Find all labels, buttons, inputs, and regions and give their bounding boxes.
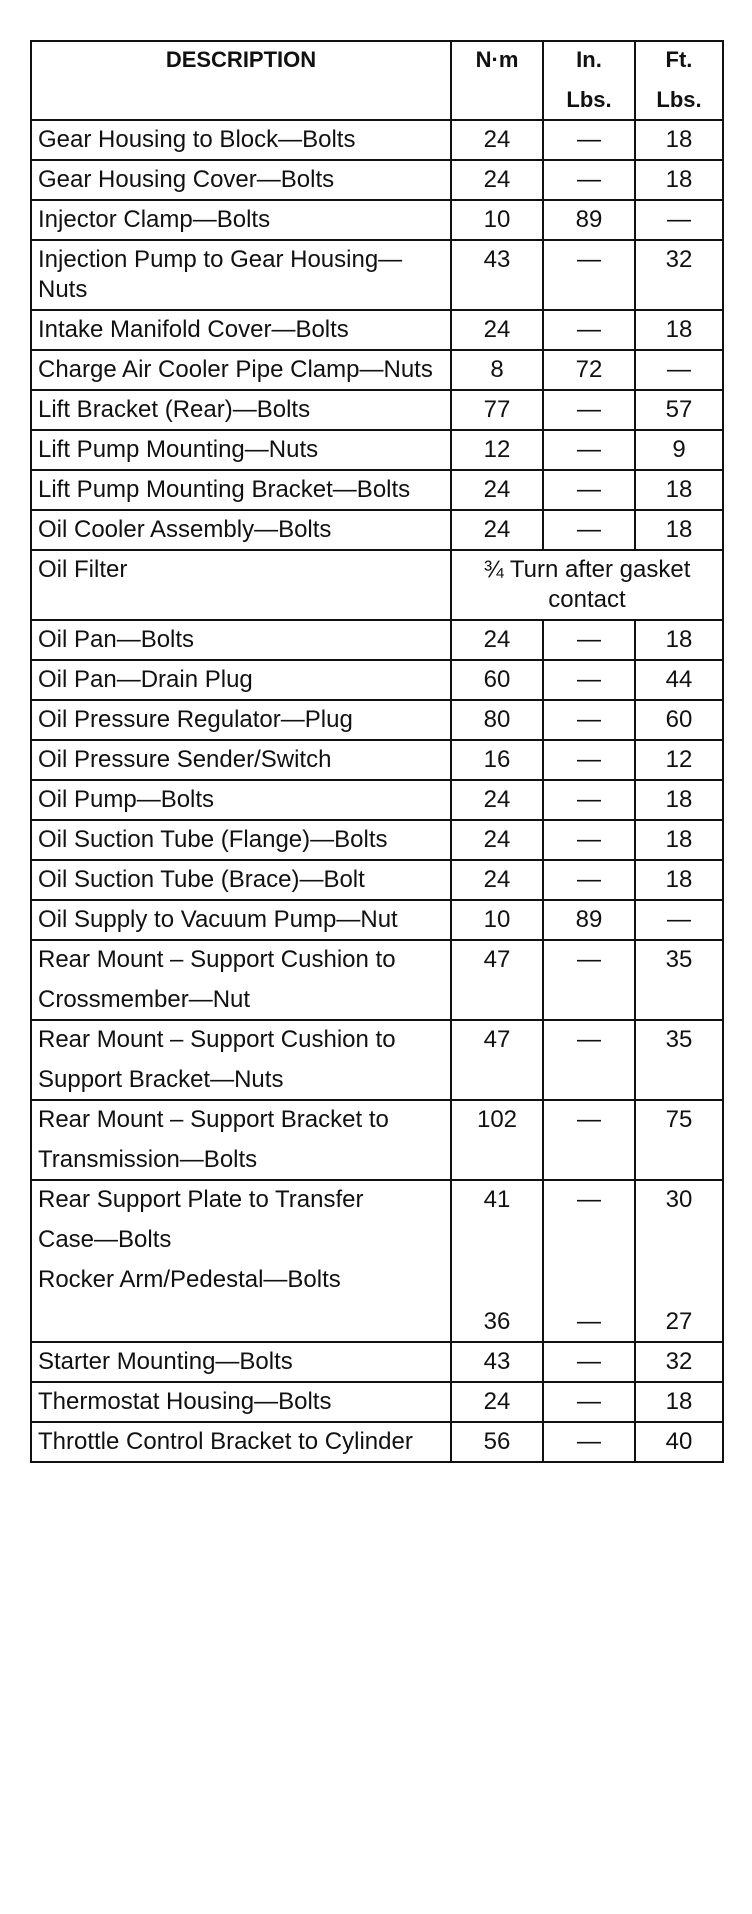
row-nm: 77 — [451, 390, 543, 430]
table-row — [31, 1382, 723, 1422]
row-description: Oil Suction Tube (Flange)—Bolts — [31, 820, 451, 860]
row-nm: 12 — [451, 430, 543, 470]
row-nm: 24 — [451, 510, 543, 550]
row-in-lbs: — — [543, 660, 635, 700]
row-nm: 24 — [451, 160, 543, 200]
row-in-lbs: — — [543, 780, 635, 820]
table-row — [31, 120, 723, 160]
row-description: Rear Mount – Support Bracket to Transmission—Bolts — [31, 1100, 451, 1180]
row-in-lbs: — — [543, 1422, 635, 1462]
row-description: Thermostat Housing—Bolts — [31, 1382, 451, 1422]
row-description: Oil Pressure Sender/Switch — [31, 740, 451, 780]
row-description: Charge Air Cooler Pipe Clamp—Nuts — [31, 350, 451, 390]
table-row — [31, 620, 723, 660]
row-ft-lbs: — — [635, 900, 723, 940]
row-nm: 102 — [451, 1100, 543, 1180]
row-nm: 16 — [451, 740, 543, 780]
rocker-arm-description: Rocker Arm/Pedestal—Bolts — [38, 1266, 341, 1293]
row-ft-lbs: 35 — [635, 1020, 723, 1100]
row-in-lbs: — — [543, 1342, 635, 1382]
row-spec-span: ¾ Turn after gasket contact — [451, 550, 723, 620]
table-row-rear-mount-transmission — [31, 1100, 723, 1180]
row-ft-lbs: 44 — [635, 660, 723, 700]
header-in-lbs: In. Lbs. — [543, 41, 635, 120]
row-ft-lbs: 18 — [635, 310, 723, 350]
row-description: Lift Bracket (Rear)—Bolts — [31, 390, 451, 430]
row-nm: 41 36 — [451, 1180, 543, 1342]
row-in-lbs: — — [543, 510, 635, 550]
torque-specification-table — [30, 40, 724, 1463]
row-description: Oil Pan—Drain Plug — [31, 660, 451, 700]
row-nm: 56 — [451, 1422, 543, 1462]
row-description: Oil Pan—Bolts — [31, 620, 451, 660]
table-row — [31, 390, 723, 430]
rocker-arm-ft-lbs: 27 — [665, 1308, 693, 1335]
row-ft-lbs: 9 — [635, 430, 723, 470]
row-ft-lbs: 35 — [635, 940, 723, 1020]
table-row — [31, 1422, 723, 1462]
row-description: Throttle Control Bracket to Cylinder — [31, 1422, 451, 1462]
row-description: Lift Pump Mounting—Nuts — [31, 430, 451, 470]
table-row — [31, 900, 723, 940]
row-in-lbs: 89 — [543, 900, 635, 940]
table-row — [31, 240, 723, 310]
table-row — [31, 660, 723, 700]
row-in-lbs: — — [543, 470, 635, 510]
row-nm: 24 — [451, 860, 543, 900]
table-row-rear-mount-support-bracket — [31, 1020, 723, 1100]
row-description: Rear Mount – Support Cushion to Support Bracket—Nuts — [31, 1020, 451, 1100]
row-in-lbs: — — [543, 240, 635, 310]
table-row — [31, 470, 723, 510]
header-description: DESCRIPTION — [31, 41, 451, 120]
row-description: Injection Pump to Gear Housing—Nuts — [31, 240, 451, 310]
table-row — [31, 860, 723, 900]
row-in-lbs: — — [543, 1382, 635, 1422]
row-ft-lbs: 57 — [635, 390, 723, 430]
row-in-lbs: 72 — [543, 350, 635, 390]
row-in-lbs: — — [543, 430, 635, 470]
row-description: Gear Housing to Block—Bolts — [31, 120, 451, 160]
table-row-rear-mount-crossmember — [31, 940, 723, 1020]
table-row — [31, 510, 723, 550]
row-nm: 43 — [451, 240, 543, 310]
row-ft-lbs: 40 — [635, 1422, 723, 1462]
row-nm: 80 — [451, 700, 543, 740]
rocker-arm-nm: 36 — [483, 1308, 511, 1335]
header-nm: N·m — [451, 41, 543, 120]
row-nm: 47 — [451, 940, 543, 1020]
row-nm: 24 — [451, 310, 543, 350]
table-row — [31, 700, 723, 740]
table-row — [31, 430, 723, 470]
row-in-lbs: — — [543, 160, 635, 200]
table-row-oil-filter — [31, 550, 723, 620]
row-description: Oil Suction Tube (Brace)—Bolt — [31, 860, 451, 900]
row-ft-lbs: 18 — [635, 780, 723, 820]
row-description: Injector Clamp—Bolts — [31, 200, 451, 240]
row-ft-lbs: 18 — [635, 620, 723, 660]
row-nm: 43 — [451, 1342, 543, 1382]
row-ft-lbs: 18 — [635, 470, 723, 510]
table-row — [31, 740, 723, 780]
row-nm: 24 — [451, 820, 543, 860]
row-in-lbs: — — [543, 620, 635, 660]
row-in-lbs: — — [543, 820, 635, 860]
row-nm: 24 — [451, 620, 543, 660]
rocker-arm-in-lbs: — — [577, 1308, 601, 1335]
table-header-row — [31, 41, 723, 120]
row-nm: 47 — [451, 1020, 543, 1100]
table-row — [31, 160, 723, 200]
table-row-rear-support-plate — [31, 1180, 723, 1342]
row-ft-lbs: — — [635, 200, 723, 240]
row-in-lbs: — — [543, 860, 635, 900]
row-ft-lbs: 32 — [635, 240, 723, 310]
row-description: Oil Pump—Bolts — [31, 780, 451, 820]
row-description: Rear Support Plate to Transfer Case—Bolts Rocker Arm/Pedestal—Bolts — [31, 1180, 451, 1342]
row-description: Oil Filter — [31, 550, 451, 620]
row-ft-lbs: 75 — [635, 1100, 723, 1180]
row-ft-lbs: 12 — [635, 740, 723, 780]
row-description: Oil Cooler Assembly—Bolts — [31, 510, 451, 550]
row-ft-lbs: 18 — [635, 160, 723, 200]
row-in-lbs: — — — [543, 1180, 635, 1342]
row-nm: 8 — [451, 350, 543, 390]
row-description: Oil Pressure Regulator—Plug — [31, 700, 451, 740]
row-description: Starter Mounting—Bolts — [31, 1342, 451, 1382]
row-nm: 24 — [451, 120, 543, 160]
row-in-lbs: — — [543, 390, 635, 430]
table-row — [31, 780, 723, 820]
table-row — [31, 200, 723, 240]
table-row — [31, 310, 723, 350]
row-description: Rear Mount – Support Cushion to Crossmember—Nut — [31, 940, 451, 1020]
row-ft-lbs: 60 — [635, 700, 723, 740]
row-in-lbs: — — [543, 1100, 635, 1180]
row-nm: 60 — [451, 660, 543, 700]
row-in-lbs: — — [543, 940, 635, 1020]
row-in-lbs: — — [543, 700, 635, 740]
row-ft-lbs: 32 — [635, 1342, 723, 1382]
row-ft-lbs: — — [635, 350, 723, 390]
header-ft-lbs: Ft. Lbs. — [635, 41, 723, 120]
row-nm: 10 — [451, 200, 543, 240]
row-nm: 24 — [451, 470, 543, 510]
row-ft-lbs: 18 — [635, 1382, 723, 1422]
row-ft-lbs: 18 — [635, 860, 723, 900]
row-nm: 24 — [451, 1382, 543, 1422]
row-description: Gear Housing Cover—Bolts — [31, 160, 451, 200]
row-ft-lbs: 18 — [635, 820, 723, 860]
row-in-lbs: — — [543, 1020, 635, 1100]
row-ft-lbs: 18 — [635, 120, 723, 160]
row-in-lbs: — — [543, 120, 635, 160]
row-ft-lbs: 30 27 — [635, 1180, 723, 1342]
row-in-lbs: 89 — [543, 200, 635, 240]
table-row — [31, 350, 723, 390]
row-ft-lbs: 18 — [635, 510, 723, 550]
row-in-lbs: — — [543, 740, 635, 780]
table-row — [31, 1342, 723, 1382]
row-in-lbs: — — [543, 310, 635, 350]
row-description: Intake Manifold Cover—Bolts — [31, 310, 451, 350]
row-nm: 24 — [451, 780, 543, 820]
row-nm: 10 — [451, 900, 543, 940]
row-description: Oil Supply to Vacuum Pump—Nut — [31, 900, 451, 940]
table-row — [31, 820, 723, 860]
row-description: Lift Pump Mounting Bracket—Bolts — [31, 470, 451, 510]
